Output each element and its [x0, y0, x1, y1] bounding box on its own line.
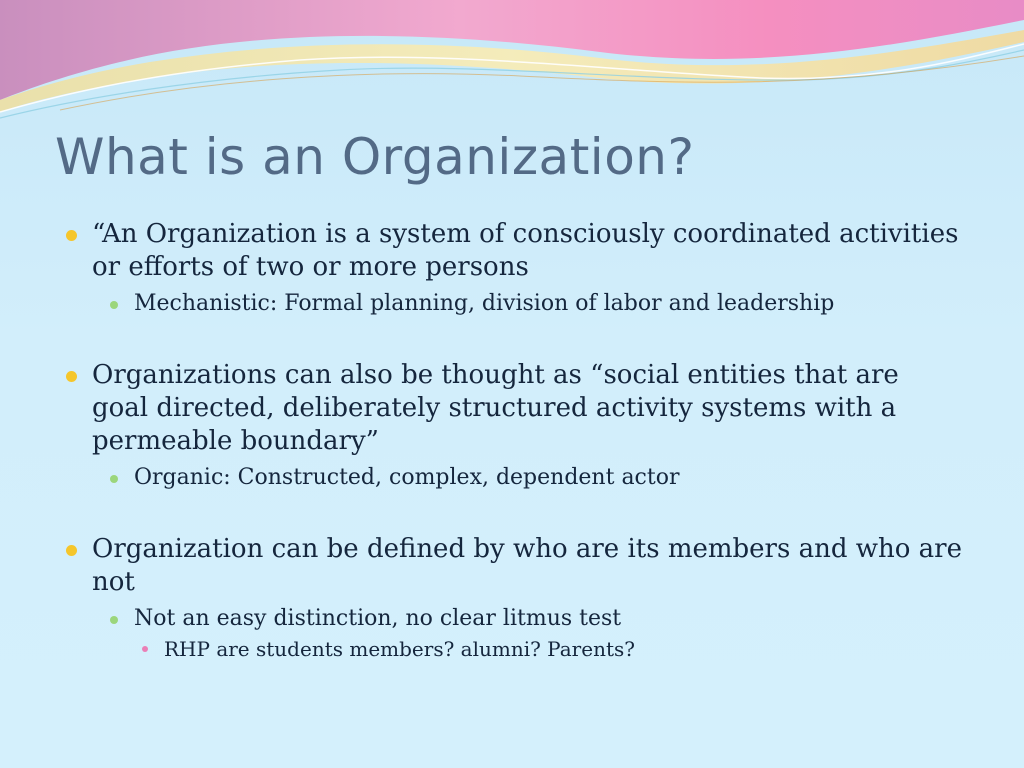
sub-sub-bullet-item	[134, 636, 962, 662]
bullet-text: Organizations can also be thought as “social entities that are goal directed, deliberately structured activity systems with a permeable boundary”	[92, 360, 899, 456]
bullet-list	[62, 218, 962, 662]
sub-sub-bullet-text: RHP are students members? alumni? Parents?	[164, 637, 635, 661]
sub-bullet-item	[92, 463, 962, 493]
sub-sub-bullet-dot-icon	[142, 646, 148, 652]
sub-bullet-dot-icon	[110, 301, 118, 309]
bullet-item	[62, 359, 962, 458]
bullet-item	[62, 533, 962, 599]
slide-title: What is an Organization?	[55, 128, 695, 186]
decorative-wave-banner	[0, 0, 1024, 130]
bullet-text: Organization can be defined by who are its members and who are not	[92, 534, 962, 597]
bullet-text: “An Organization is a system of consciously coordinated activities or efforts of two or more persons	[92, 219, 959, 282]
bullet-dot-icon	[66, 230, 77, 241]
sub-bullet-text: Not an easy distinction, no clear litmus test	[134, 606, 622, 631]
sub-bullet-dot-icon	[110, 475, 118, 483]
sub-bullet-item	[92, 289, 962, 319]
bullet-dot-icon	[66, 371, 77, 382]
sub-bullet-item	[92, 604, 962, 634]
bullet-item	[62, 218, 962, 284]
sub-bullet-text: Organic: Constructed, complex, dependent actor	[134, 465, 680, 490]
sub-bullet-text: Mechanistic: Formal planning, division of labor and leadership	[134, 291, 835, 316]
bullet-dot-icon	[66, 545, 77, 556]
sub-bullet-dot-icon	[110, 616, 118, 624]
